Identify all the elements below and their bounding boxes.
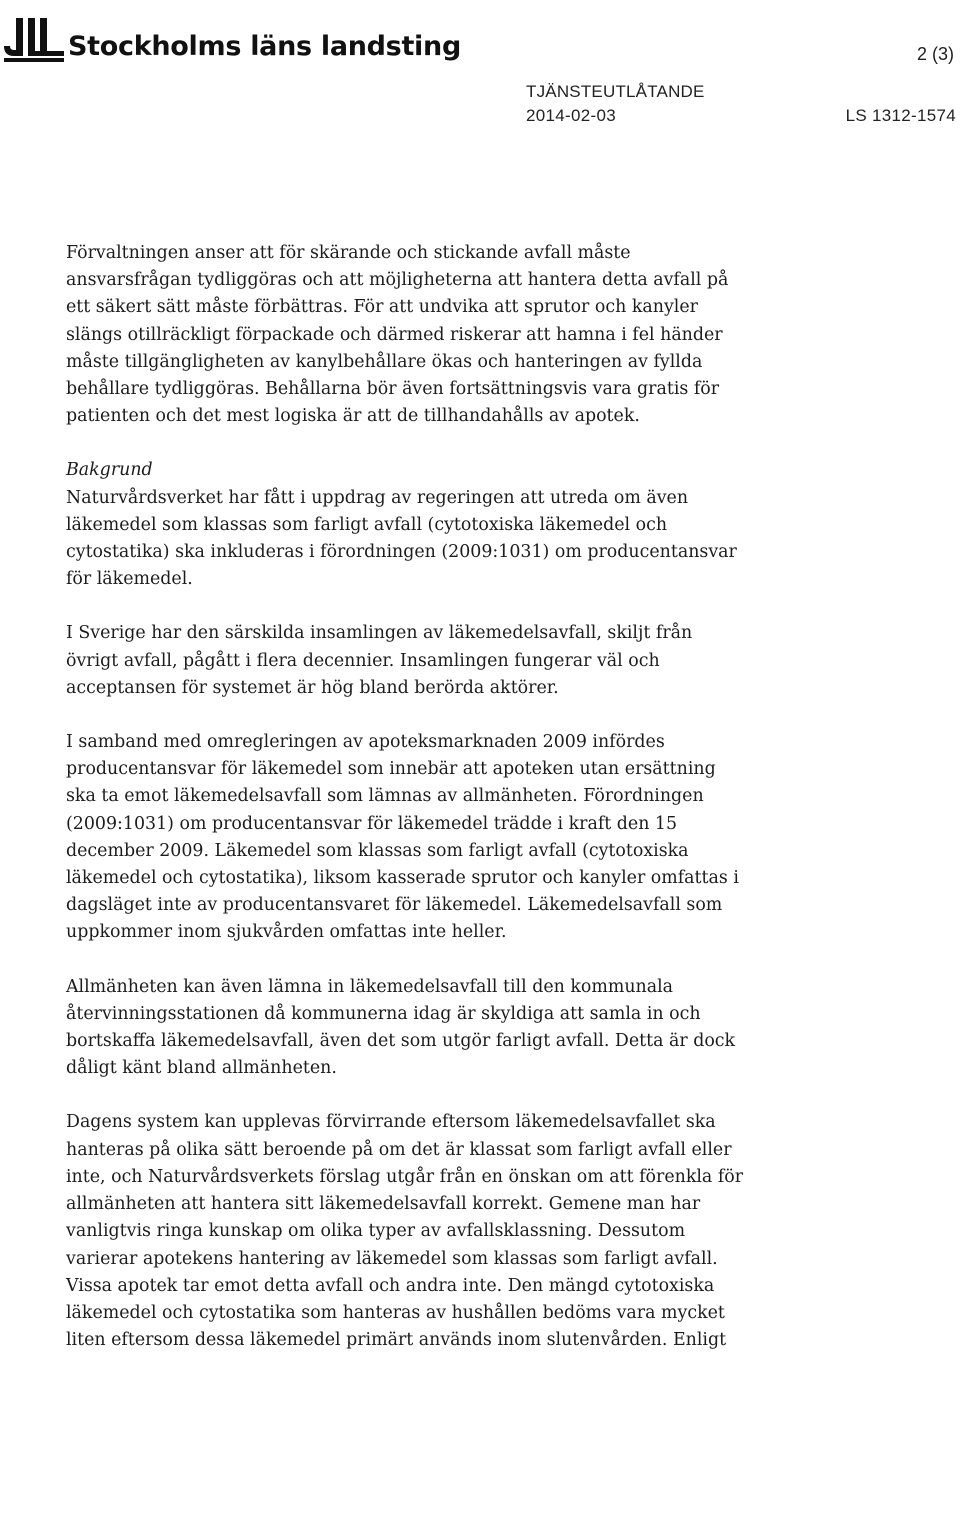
paragraph-background-1: Naturvårdsverket har fått i uppdrag av regeringen att utreda om även läkemedel som klassas som farligt avfall (cytotoxiska läkemedel och cytostatika) ska inkluderas i förordningen (2009:1031) om producentansvar för läkemedel. — [66, 487, 737, 590]
page-number: 2 (3) — [916, 44, 954, 64]
document-type: TJÄNSTEUTLÅTANDE — [526, 82, 705, 101]
document-header — [0, 0, 960, 140]
document-reference: LS 1312-1574 — [845, 106, 956, 125]
organization-name: Stockholms läns landsting — [68, 31, 461, 62]
document-body — [66, 240, 946, 1354]
document-date: 2014-02-03 — [526, 106, 616, 125]
paragraph-background-2: I Sverige har den särskilda insamlingen av läkemedelsavfall, skiljt från övrigt avfall, pågått i flera decennier. Insamlingen fungerar väl och acceptansen för systemet är hög bland berörda aktörer. — [66, 623, 693, 698]
section-heading-background: Bakgrund — [66, 460, 153, 481]
organization-logo — [4, 18, 461, 62]
paragraph-background-4: Allmänheten kan även lämna in läkemedelsavfall till den kommunala återvinningsstationen då kommunerna idag är skyldiga att samla in och bortskaffa läkemedelsavfall, även det som utgör farligt avfall. Detta är dock dåligt känt bland allmänheten. — [66, 976, 736, 1079]
paragraph-background-5: Dagens system kan upplevas förvirrande eftersom läkemedelsavfallet ska hanteras på olika sätt beroende på om det är klassat som farligt avfall eller inte, och Naturvårdsverkets förslag utgår från en önskan om att förenkla för allmänheten att hantera sitt läkemedelsavfall korrekt. Gemene man har vanligtvis ringa kunskap om olika typer av avfallsklassning. Dessutom varierar apotekens hantering av läkemedel som klassas som farligt avfall. Vissa apotek tar emot detta avfall och andra inte. Den mängd cytotoxiska läkemedel och cytostatika som hanteras av hushållen bedöms vara mycket liten eftersom dessa läkemedel primärt används inom slutenvården. Enligt — [66, 1112, 744, 1351]
sll-logo-icon — [4, 18, 66, 62]
paragraph-conclusion: Förvaltningen anser att för skärande och stickande avfall måste ansvarsfrågan tydliggöras och att möjligheterna att hantera detta avfall på ett säkert sätt måste förbättras. För att undvika att sprutor och kanyler slängs otillräckligt förpackade och därmed riskerar att hamna i fel händer måste tillgängligheten av kanylbehållare ökas och hanteringen av fyllda behållare tydliggöras. Behållarna bör även fortsättningsvis vara gratis för patienten och det mest logiska är att de tillhandahålls av apotek. — [66, 243, 729, 427]
paragraph-background-3: I samband med omregleringen av apoteksmarknaden 2009 infördes producentansvar för läkemedel som innebär att apoteken utan ersättning ska ta emot läkemedelsavfall som lämnas av allmänheten. Förordningen (2009:1031) om producentansvar för läkemedel trädde i kraft den 15 december 2009. Läkemedel som klassas som farligt avfall (cytotoxiska läkemedel och cytostatika), liksom kasserade sprutor och kanyler omfattas i dagsläget inte av producentansvaret för läkemedel. Läkemedelsavfall som uppkommer inom sjukvården omfattas inte heller. — [66, 732, 739, 943]
